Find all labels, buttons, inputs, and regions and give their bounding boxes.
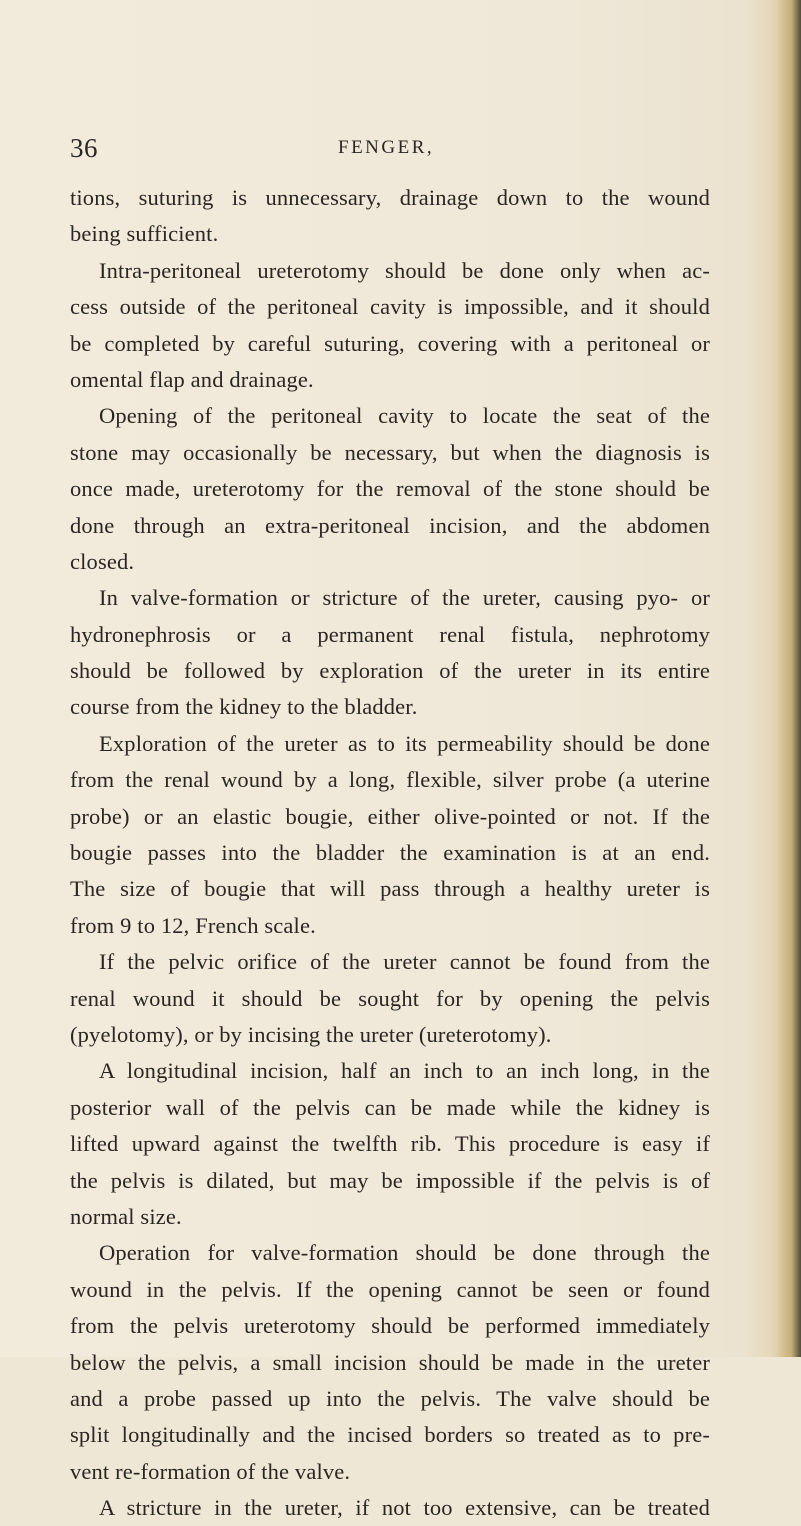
text-line: Exploration of the ureter as to its permeability should be done [99, 730, 710, 756]
page-number: 36 [70, 133, 98, 163]
text-line: closed. [70, 548, 135, 574]
text-line: The size of bougie that will pass through a healthy ureter is [70, 876, 710, 902]
page-header [70, 132, 670, 172]
text-line: below the pelvis, a small incision should be made in the ureter [70, 1349, 710, 1375]
text-line: renal wound it should be sought for by opening the pelvis [70, 985, 710, 1011]
text-line: stone may occasionally be necessary, but when the diagnosis is [70, 439, 710, 465]
text-line: probe) or an elastic bougie, either olive-pointed or not. If the [70, 803, 710, 829]
text-line: done through an extra-peritoneal incision, and the abdomen [70, 512, 710, 538]
text-line: Operation for valve-formation should be done through the [99, 1240, 710, 1266]
text-line: from 9 to 12, French scale. [70, 912, 316, 938]
text-line: from the renal wound by a long, flexible, silver probe (a uterine [70, 767, 710, 793]
text-line: If the pelvic orifice of the ureter cannot be found from the [99, 949, 710, 975]
text-line: be completed by careful suturing, covering with a peritoneal or [70, 330, 710, 356]
text-line: from the pelvis ureterotomy should be performed immediately [70, 1313, 710, 1339]
text-line: should be followed by exploration of the ureter in its entire [70, 658, 710, 684]
text-line: posterior wall of the pelvis can be made while the kidney is [70, 1094, 710, 1120]
text-line: Intra-peritoneal ureterotomy should be done only when ac- [99, 257, 710, 283]
page-edge-shadow [777, 0, 801, 1357]
text-line: course from the kidney to the bladder. [70, 694, 418, 720]
text-line: wound in the pelvis. If the opening cannot be seen or found [70, 1276, 710, 1302]
running-head: FENGER, [338, 137, 435, 158]
text-line: and a probe passed up into the pelvis. The valve should be [70, 1385, 710, 1411]
text-line: once made, ureterotomy for the removal of the stone should be [70, 476, 710, 502]
text-line: omental flap and drainage. [70, 366, 314, 392]
text-line: cess outside of the peritoneal cavity is impossible, and it should [70, 294, 710, 320]
body-text [70, 180, 710, 1526]
text-line: (pyelotomy), or by incising the ureter (ureterotomy). [70, 1021, 552, 1047]
text-line: A stricture in the ureter, if not too extensive, can be treated [99, 1495, 710, 1521]
text-line: vent re-formation of the valve. [70, 1458, 351, 1484]
text-line: normal size. [70, 1203, 182, 1229]
text-line: hydronephrosis or a permanent renal fistula, nephrotomy [70, 621, 710, 647]
text-line: tions, suturing is unnecessary, drainage down to the wound [70, 185, 710, 210]
text-line: bougie passes into the bladder the examination is at an end. [70, 840, 710, 866]
text-line: the pelvis is dilated, but may be impossible if the pelvis is of [70, 1167, 710, 1193]
text-line: lifted upward against the twelfth rib. This procedure is easy if [70, 1131, 710, 1157]
text-line: In valve-formation or stricture of the ureter, causing pyo- or [99, 585, 710, 611]
text-line: split longitudinally and the incised borders so treated as to pre- [70, 1422, 710, 1448]
text-line: Opening of the peritoneal cavity to locate the seat of the [99, 403, 710, 429]
text-line: A longitudinal incision, half an inch to an inch long, in the [99, 1058, 710, 1084]
text-line: being sufficient. [70, 221, 219, 247]
